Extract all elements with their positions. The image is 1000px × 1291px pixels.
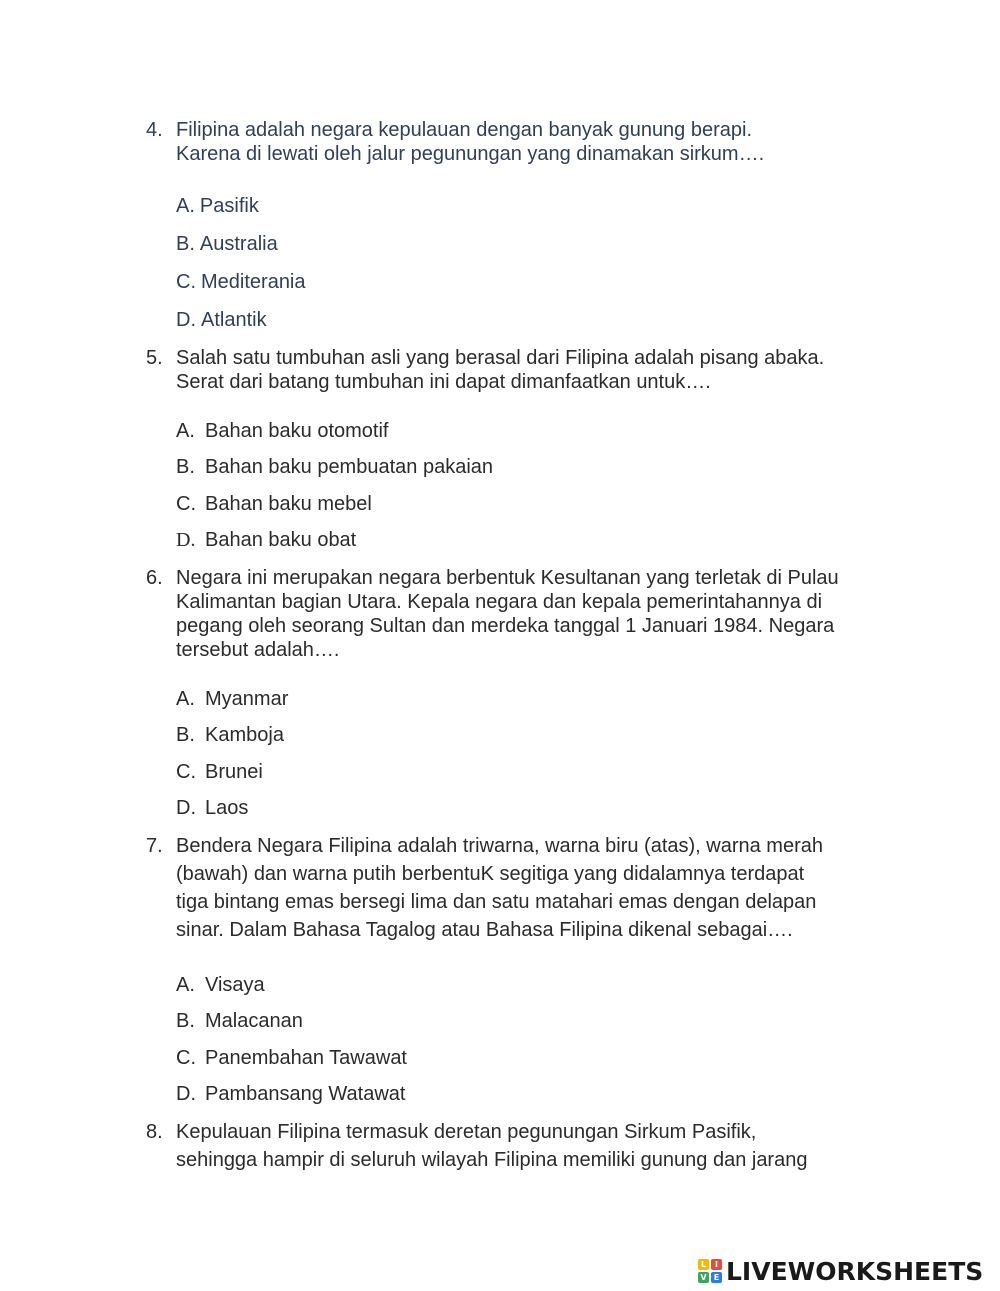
option-7d[interactable]	[176, 1082, 405, 1106]
option-7c[interactable]	[176, 1046, 407, 1070]
option-letter: D.	[176, 529, 196, 551]
question-stem-line: Serat dari batang tumbuhan ini dapat dimanfaatkan untuk….	[176, 371, 711, 393]
question-stem-line: Kalimantan bagian Utara. Kepala negara dan kepala pemerintahannya di	[176, 591, 823, 613]
liveworksheets-logo[interactable]	[698, 1256, 983, 1286]
option-letter: C.	[176, 493, 196, 515]
option-5b[interactable]	[176, 455, 493, 479]
option-text: Brunei	[205, 761, 263, 783]
option-letter: B.	[176, 233, 195, 255]
question-7	[146, 832, 906, 944]
option-4c[interactable]	[176, 270, 306, 294]
question-number: 5.	[146, 347, 163, 369]
question-stem-line: Filipina adalah negara kepulauan dengan banyak gunung berapi.	[176, 119, 753, 141]
option-text: Kamboja	[205, 724, 284, 746]
option-text: Pambansang Watawat	[205, 1083, 406, 1105]
question-stem-line: Bendera Negara Filipina adalah triwarna, warna biru (atas), warna merah	[176, 835, 823, 857]
option-text: Australia	[199, 233, 278, 255]
option-text: Malacanan	[205, 1010, 303, 1032]
question-stem-line: tiga bintang emas bersegi lima dan satu matahari emas dengan delapan	[176, 891, 817, 913]
option-text: Myanmar	[205, 688, 289, 710]
option-letter: B.	[176, 1010, 195, 1032]
option-text: Mediterania	[201, 271, 306, 293]
option-letter: B.	[176, 456, 195, 478]
option-letter: D.	[176, 797, 196, 819]
question-6	[146, 566, 906, 662]
option-letter: A.	[176, 688, 195, 710]
logo-grid-icon	[698, 1259, 722, 1283]
option-text: Atlantik	[201, 309, 267, 331]
option-text: Bahan baku obat	[205, 529, 357, 551]
option-letter: B.	[176, 724, 195, 746]
question-stem-line: (bawah) dan warna putih berbentuK segitiga yang didalamnya terdapat	[176, 863, 805, 885]
question-8	[146, 1118, 906, 1174]
option-letter: C.	[176, 1047, 196, 1069]
option-letter: A.	[176, 974, 195, 996]
option-6b[interactable]	[176, 723, 284, 747]
option-text: Bahan baku mebel	[205, 493, 372, 515]
option-text: Bahan baku otomotif	[205, 420, 389, 442]
option-4b[interactable]	[176, 232, 278, 256]
option-6c[interactable]	[176, 760, 263, 784]
option-letter: C.	[176, 761, 196, 783]
logo-cell-v: V	[698, 1272, 709, 1283]
logo-cell-l: L	[698, 1259, 709, 1270]
option-5d[interactable]	[176, 528, 356, 552]
option-text: Visaya	[205, 974, 265, 996]
brand-text: LIVEWORKSHEETS	[726, 1256, 984, 1286]
option-letter: D.	[176, 1083, 196, 1105]
option-text: Panembahan Tawawat	[205, 1047, 407, 1069]
option-text: Laos	[205, 797, 249, 819]
option-6a[interactable]	[176, 687, 288, 711]
question-number: 4.	[146, 119, 163, 141]
question-5	[146, 346, 906, 394]
question-stem-line: pegang oleh seorang Sultan dan merdeka tanggal 1 Januari 1984. Negara	[176, 615, 835, 637]
option-letter: D.	[176, 309, 196, 331]
option-letter: A.	[176, 420, 195, 442]
question-stem-line: Kepulauan Filipina termasuk deretan pegunungan Sirkum Pasifik,	[176, 1121, 757, 1143]
question-number: 8.	[146, 1121, 163, 1143]
option-7b[interactable]	[176, 1009, 303, 1033]
option-7a[interactable]	[176, 973, 265, 997]
question-stem-line: Negara ini merupakan negara berbentuk Kesultanan yang terletak di Pulau	[176, 567, 839, 589]
question-number: 6.	[146, 567, 163, 589]
question-4	[146, 118, 906, 166]
question-stem-line: sehingga hampir di seluruh wilayah Filipina memiliki gunung dan jarang	[176, 1149, 808, 1171]
logo-cell-e: E	[711, 1272, 722, 1283]
option-5a[interactable]	[176, 419, 388, 443]
option-5c[interactable]	[176, 492, 372, 516]
question-number: 7.	[146, 835, 163, 857]
option-letter: C.	[176, 271, 196, 293]
option-4a[interactable]	[176, 194, 259, 218]
question-stem-line: Karena di lewati oleh jalur pegunungan yang dinamakan sirkum….	[176, 143, 765, 165]
option-letter: A.	[176, 195, 195, 217]
option-text: Bahan baku pembuatan pakaian	[205, 456, 494, 478]
option-4d[interactable]	[176, 308, 267, 332]
question-stem-line: sinar. Dalam Bahasa Tagalog atau Bahasa Filipina dikenal sebagai….	[176, 919, 793, 941]
option-6d[interactable]	[176, 796, 248, 820]
logo-cell-i: I	[711, 1259, 722, 1270]
question-stem-line: Salah satu tumbuhan asli yang berasal dari Filipina adalah pisang abaka.	[176, 347, 825, 369]
question-stem-line: tersebut adalah….	[176, 639, 340, 661]
option-text: Pasifik	[199, 195, 259, 217]
